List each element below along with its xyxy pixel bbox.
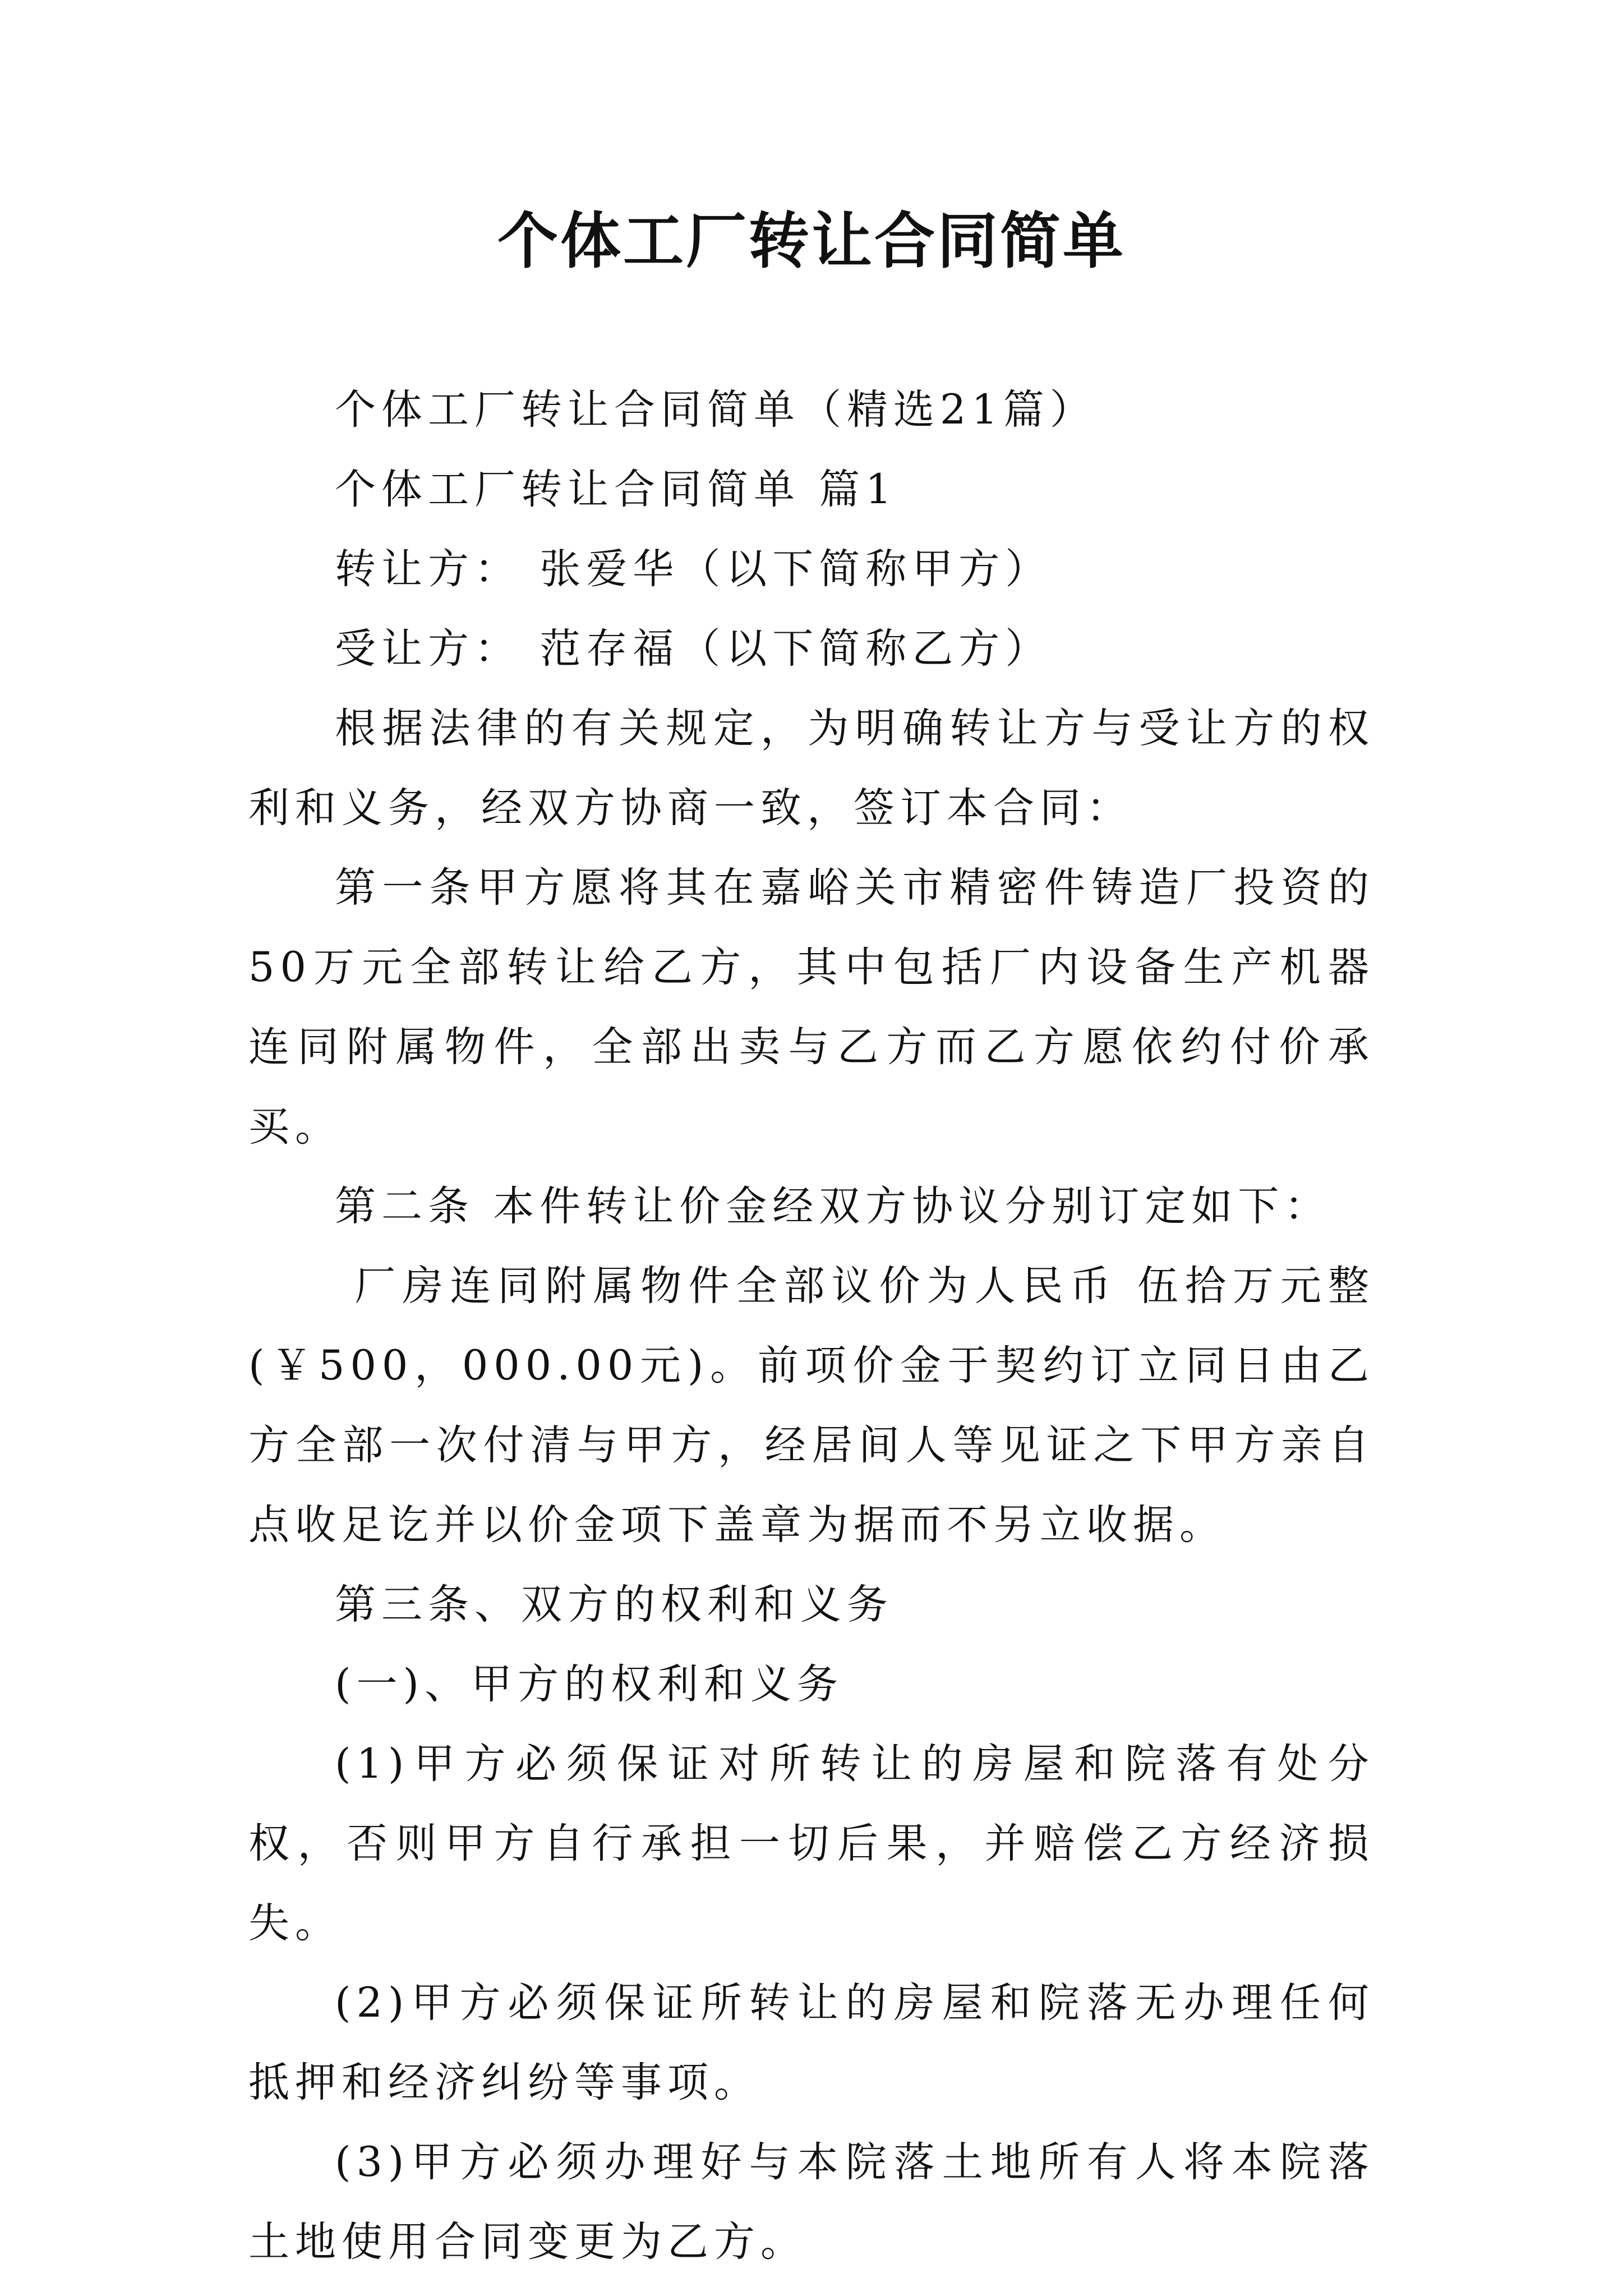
paragraph-article-1: 第一条甲方愿将其在嘉峪关市精密件铸造厂投资的50万元全部转让给乙方，其中包括厂内设备生产机器连同附属物件，全部出卖与乙方而乙方愿依约付价承买。 — [248, 864, 1375, 1151]
paragraph-party-a-rights: (一)、甲方的权利和义务 — [335, 1660, 843, 1708]
paragraph-clause-2: (2)甲方必须保证所转让的房屋和院落无办理任何抵押和经济纠纷等事项。 — [248, 1979, 1375, 2106]
paragraph-price: 厂房连同附属物件全部议价为人民币 伍拾万元整(￥500，000.00元)。前项价金于契约订立同日由乙方全部一次付清与甲方，经居间人等见证之下甲方亲自点收足讫并以价金项下盖章为据而不另立收据。 — [248, 1262, 1375, 1549]
paragraph-transferor: 转让方： 张爱华（以下简称甲方） — [335, 545, 1052, 593]
paragraph-article-3: 第三条、双方的权利和义务 — [335, 1581, 893, 1628]
document-body — [248, 370, 1375, 2282]
paragraph-clause-3: (3)甲方必须办理好与本院落土地所有人将本院落土地使用合同变更为乙方。 — [248, 2138, 1375, 2266]
paragraph-clause-1: (1)甲方必须保证对所转让的房屋和院落有处分权，否则甲方自行承担一切后果，并赔偿乙方经济损失。 — [248, 1740, 1375, 1947]
paragraph-preamble: 根据法律的有关规定，为明确转让方与受让方的权利和义务，经双方协商一致，签订本合同： — [248, 705, 1375, 832]
paragraph-transferee: 受让方： 范存福（以下简称乙方） — [335, 625, 1052, 673]
document-title: 个体工厂转让合同简单 — [497, 206, 1126, 277]
paragraph-section-heading: 个体工厂转让合同简单 篇1 — [335, 466, 897, 513]
paragraph-article-2: 第二条 本件转让价金经双方协议分别订定如下： — [335, 1182, 1331, 1230]
paragraph-subtitle: 个体工厂转让合同简单（精选21篇） — [335, 386, 1096, 434]
